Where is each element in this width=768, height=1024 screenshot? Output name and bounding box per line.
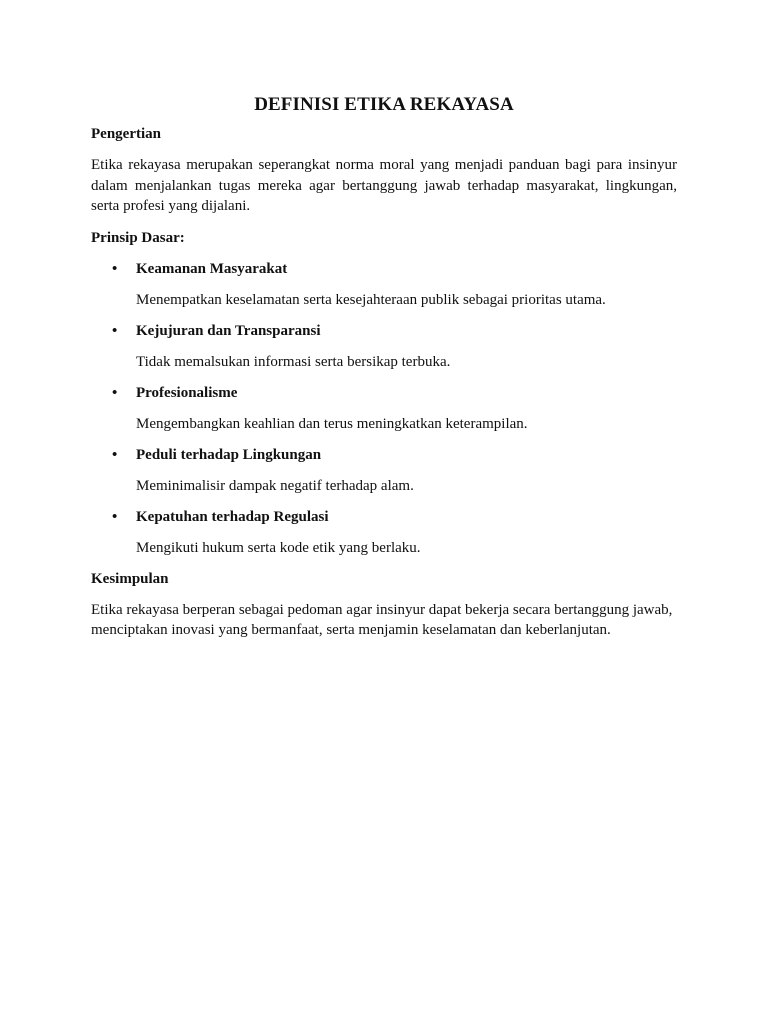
section-prinsip-dasar (91, 228, 677, 558)
heading-pengertian: Pengertian (91, 126, 161, 142)
list-item (91, 383, 677, 434)
principle-title (91, 321, 677, 341)
principle-title-text: Kepatuhan terhadap Regulasi (136, 508, 329, 525)
paragraph-kesimpulan: Etika rekayasa berperan sebagai pedoman agar insinyur dapat bekerja secara bertanggung jawab, menciptakan inovasi yang bermanfaat, serta menjamin keselamatan dan keberlanjutan. (91, 601, 673, 638)
list-item (91, 507, 677, 558)
principle-description: Meminimalisir dampak negatif terhadap alam. (136, 477, 414, 494)
bullet-icon: • (112, 508, 118, 525)
section-pengertian (91, 124, 677, 217)
principle-title (91, 445, 677, 465)
principle-description: Mengikuti hukum serta kode etik yang berlaku. (136, 539, 421, 556)
bullet-icon: • (112, 260, 118, 277)
principle-description: Menempatkan keselamatan serta kesejahteraan publik sebagai prioritas utama. (136, 291, 606, 308)
document-title: DEFINISI ETIKA REKAYASA (254, 94, 514, 115)
list-item (91, 445, 677, 496)
bullet-icon: • (112, 322, 118, 339)
list-item (91, 259, 677, 310)
principle-title-text: Profesionalisme (136, 384, 238, 401)
principle-title-text: Keamanan Masyarakat (136, 260, 288, 277)
principle-title (91, 507, 677, 527)
principle-title (91, 259, 677, 279)
principle-title (91, 383, 677, 403)
heading-prinsip-dasar: Prinsip Dasar: (91, 229, 185, 246)
principle-title-text: Kejujuran dan Transparansi (136, 322, 321, 339)
principle-list (91, 259, 677, 558)
principle-title-text: Peduli terhadap Lingkungan (136, 446, 322, 463)
list-item (91, 321, 677, 372)
bullet-icon: • (112, 446, 118, 463)
principle-description: Mengembangkan keahlian dan terus meningkatkan keterampilan. (136, 415, 528, 432)
heading-kesimpulan: Kesimpulan (91, 570, 169, 587)
bullet-icon: • (112, 384, 118, 401)
principle-description: Tidak memalsukan informasi serta bersikap terbuka. (136, 353, 451, 370)
paragraph-pengertian: Etika rekayasa merupakan seperangkat norma moral yang menjadi panduan bagi para insinyur dalam menjalankan tugas mereka agar bertanggung jawab terhadap masyarakat, lingkungan, serta profesi yang dijalani. (91, 157, 677, 214)
section-kesimpulan (91, 569, 677, 641)
document-page (91, 92, 677, 652)
